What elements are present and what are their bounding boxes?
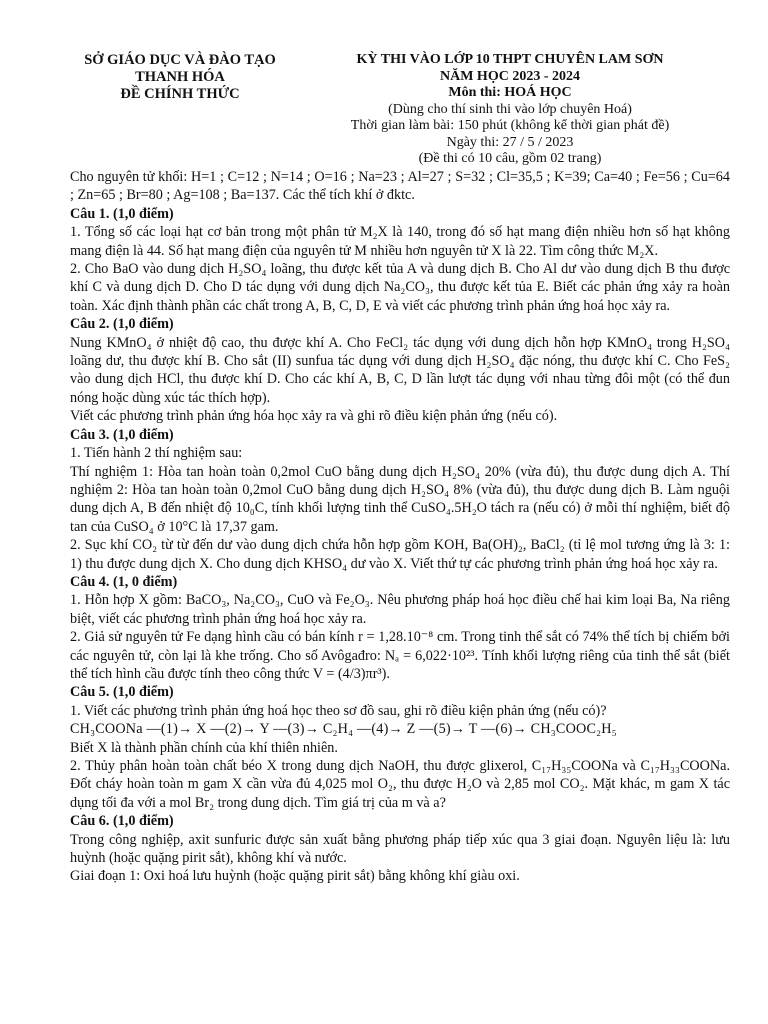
reaction-scheme: CH₃COONa ―(1)→ X ―(2)→ Y ―(3)→ C₂H₄ ―(4)→ Z ―(5)→ T ―(6)→ CH₃COOC₂H₅	[70, 721, 617, 738]
exam-date: Ngày thi: 27 / 5 / 2023	[446, 134, 574, 150]
question-2-instruction: Viết các phương trình phản ứng hóa học xảy ra và ghi rõ điều kiện phản ứng (nếu có).	[70, 408, 558, 425]
exam-title: KỲ THI VÀO LỚP 10 THPT CHUYÊN LAM SƠN	[356, 52, 664, 67]
target-note: (Dùng cho thí sinh thi vào lớp chuyên Hoá)	[388, 101, 632, 117]
exam-info-block	[300, 52, 720, 168]
school-year: NĂM HỌC 2023 - 2024	[440, 68, 580, 84]
department-block	[40, 52, 320, 103]
exam-body	[70, 168, 730, 886]
question-1-part-2: 2. Cho BaO vào dung dịch H₂SO₄ loãng, thu được kết tủa A và dung dịch B. Cho Al dư vào dung dịch B thu được khí C và dung dịch D. Cho D tác dụng với dung dịch Na₂CO₃, thu được kết tủa E. Biết các phản ứng xảy ra hoàn toàn. Xác định thành phần các chất trong A, B, C, D, E và viết các phương trình phản ứng hoá học xảy ra.	[70, 261, 730, 314]
question-3-part-2: 2. Sục khí CO₂ từ từ đến dư vào dung dịch chứa hỗn hợp gồm KOH, Ba(OH)₂, BaCl₂ (tỉ lệ mol tương ứng là 3: 1: 1) thu được dung dịch X. Cho dung dịch KHSO₄ dư vào X. Viết thứ tự các phương trình phản ứng hoá học xảy ra.	[70, 537, 730, 572]
question-6-heading: Câu 6. (1,0 điểm)	[70, 813, 174, 830]
question-3-heading: Câu 3. (1,0 điểm)	[70, 426, 174, 443]
department-name: SỞ GIÁO DỤC VÀ ĐÀO TẠO	[84, 52, 276, 68]
official-label: ĐỀ CHÍNH THỨC	[120, 86, 240, 102]
question-6-stage-1: Giai đoạn 1: Oxi hoá lưu huỳnh (hoặc quặng pirit sắt) bằng không khí giàu oxi.	[70, 868, 520, 885]
question-5-part-1: 1. Viết các phương trình phản ứng hoá học theo sơ đồ sau, ghi rõ điều kiện phản ứng (nếu có)?	[70, 702, 607, 719]
question-4-part-2: 2. Giả sử nguyên tử Fe dạng hình cầu có bán kính r = 1,28.10⁻⁸ cm. Trong tinh thể sắt có 74% thể tích bị chiếm bởi các nguyên tử, còn lại là khe trống. Cho số Avôgađro: Nₐ = 6,022·10²³. Tính khối lượng riêng của tinh thể sắt (biết thể tích hình cầu được tính theo công thức V = (4/3)πr³).	[70, 629, 730, 682]
province-name: THANH HÓA	[135, 69, 225, 85]
question-1-heading: Câu 1. (1,0 điểm)	[70, 205, 174, 222]
question-3-part-1-intro: 1. Tiến hành 2 thí nghiệm sau:	[70, 445, 243, 462]
question-4-part-1: 1. Hỗn hợp X gồm: BaCO₃, Na₂CO₃, CuO và Fe₂O₃. Nêu phương pháp hoá học điều chế hai kim loại Ba, Na riêng biệt, viết các phương trình phản ứng hoá học xảy ra.	[70, 592, 730, 627]
question-2-heading: Câu 2. (1,0 điểm)	[70, 316, 174, 333]
atomic-mass-note: Cho nguyên tử khối: H=1 ; C=12 ; N=14 ; O=16 ; Na=23 ; Al=27 ; S=32 ; Cl=35,5 ; K=39; Ca=40 ; Fe=56 ; Cu=64 ; Zn=65 ; Br=80 ; Ag=108 ; Ba=137. Các thể tích khí ở đktc.	[70, 169, 730, 204]
question-5-note: Biết X là thành phần chính của khí thiên nhiên.	[70, 739, 338, 756]
question-6-intro: Trong công nghiệp, axit sunfuric được sản xuất bằng phương pháp tiếp xúc qua 3 giai đoạn. Nguyên liệu là: lưu huỳnh (hoặc quặng pirit sắt), không khí và nước.	[70, 831, 730, 867]
question-5-heading: Câu 5. (1,0 điểm)	[70, 684, 174, 701]
exam-header	[0, 52, 768, 166]
question-1-part-1: 1. Tổng số các loại hạt cơ bản trong một phân tử M₂X là 140, trong đó số hạt mang điện nhiều hơn số hạt không mang điện là 44. Số hạt mang điện của nguyên tử M nhiều hơn nguyên tử X là 22. Tìm công thức M₂X.	[70, 224, 730, 259]
subject-label: Môn thi: HOÁ HỌC	[448, 85, 572, 100]
question-4-heading: Câu 4. (1, 0 điểm)	[70, 573, 178, 590]
question-5-part-2: 2. Thủy phân hoàn toàn chất béo X trong dung dịch NaOH, thu được glixerol, C₁₇H₃₅COONa và C₁₇H₃₃COONa. Đốt cháy hoàn toàn m gam X cần vừa đủ 4,025 mol O₂, thu được H₂O và 2,85 mol CO₂. Mặt khác, m gam X tác dụng tối đa với a mol Br₂ trong dung dịch. Tìm giá trị của m và a?	[70, 758, 730, 811]
question-2-text: Nung KMnO₄ ở nhiệt độ cao, thu được khí A. Cho FeCl₂ tác dụng với dung dịch hỗn hợp KMnO₄ trong H₂SO₄ loãng dư, thu được khí B. Cho sắt (II) sunfua tác dụng với dung dịch H₂SO₄ đặc nóng, thu được khí C. Cho FeS₂ vào dung dịch HCl, thu được khí D. Cho các khí A, B, C, D lần lượt tác dụng với nhau từng đôi một (có thể đun nóng hoặc dùng xúc tác thích hợp).	[70, 334, 730, 406]
duration-note: Thời gian làm bài: 150 phút (không kể thời gian phát đề)	[350, 118, 670, 133]
page-count-note: (Đề thi có 10 câu, gồm 02 trang)	[418, 151, 602, 166]
question-3-experiments: Thí nghiệm 1: Hòa tan hoàn toàn 0,2mol CuO bằng dung dịch H₂SO₄ 20% (vừa đủ), thu được dung dịch A. Thí nghiệm 2: Hòa tan hoàn toàn 0,2mol CuO bằng dung dịch H₂SO₄ 8% (vừa đủ), thu được dung dịch B. Làm nguội dung dịch A, B đến nhiệt độ 10₀C, tính khối lượng tinh thể CuSO₄.5H₂O tách ra (nếu có) ở mỗi thí nghiệm, biết độ tan của CuSO₄ ở 10°C là 17,37 gam.	[70, 463, 730, 535]
